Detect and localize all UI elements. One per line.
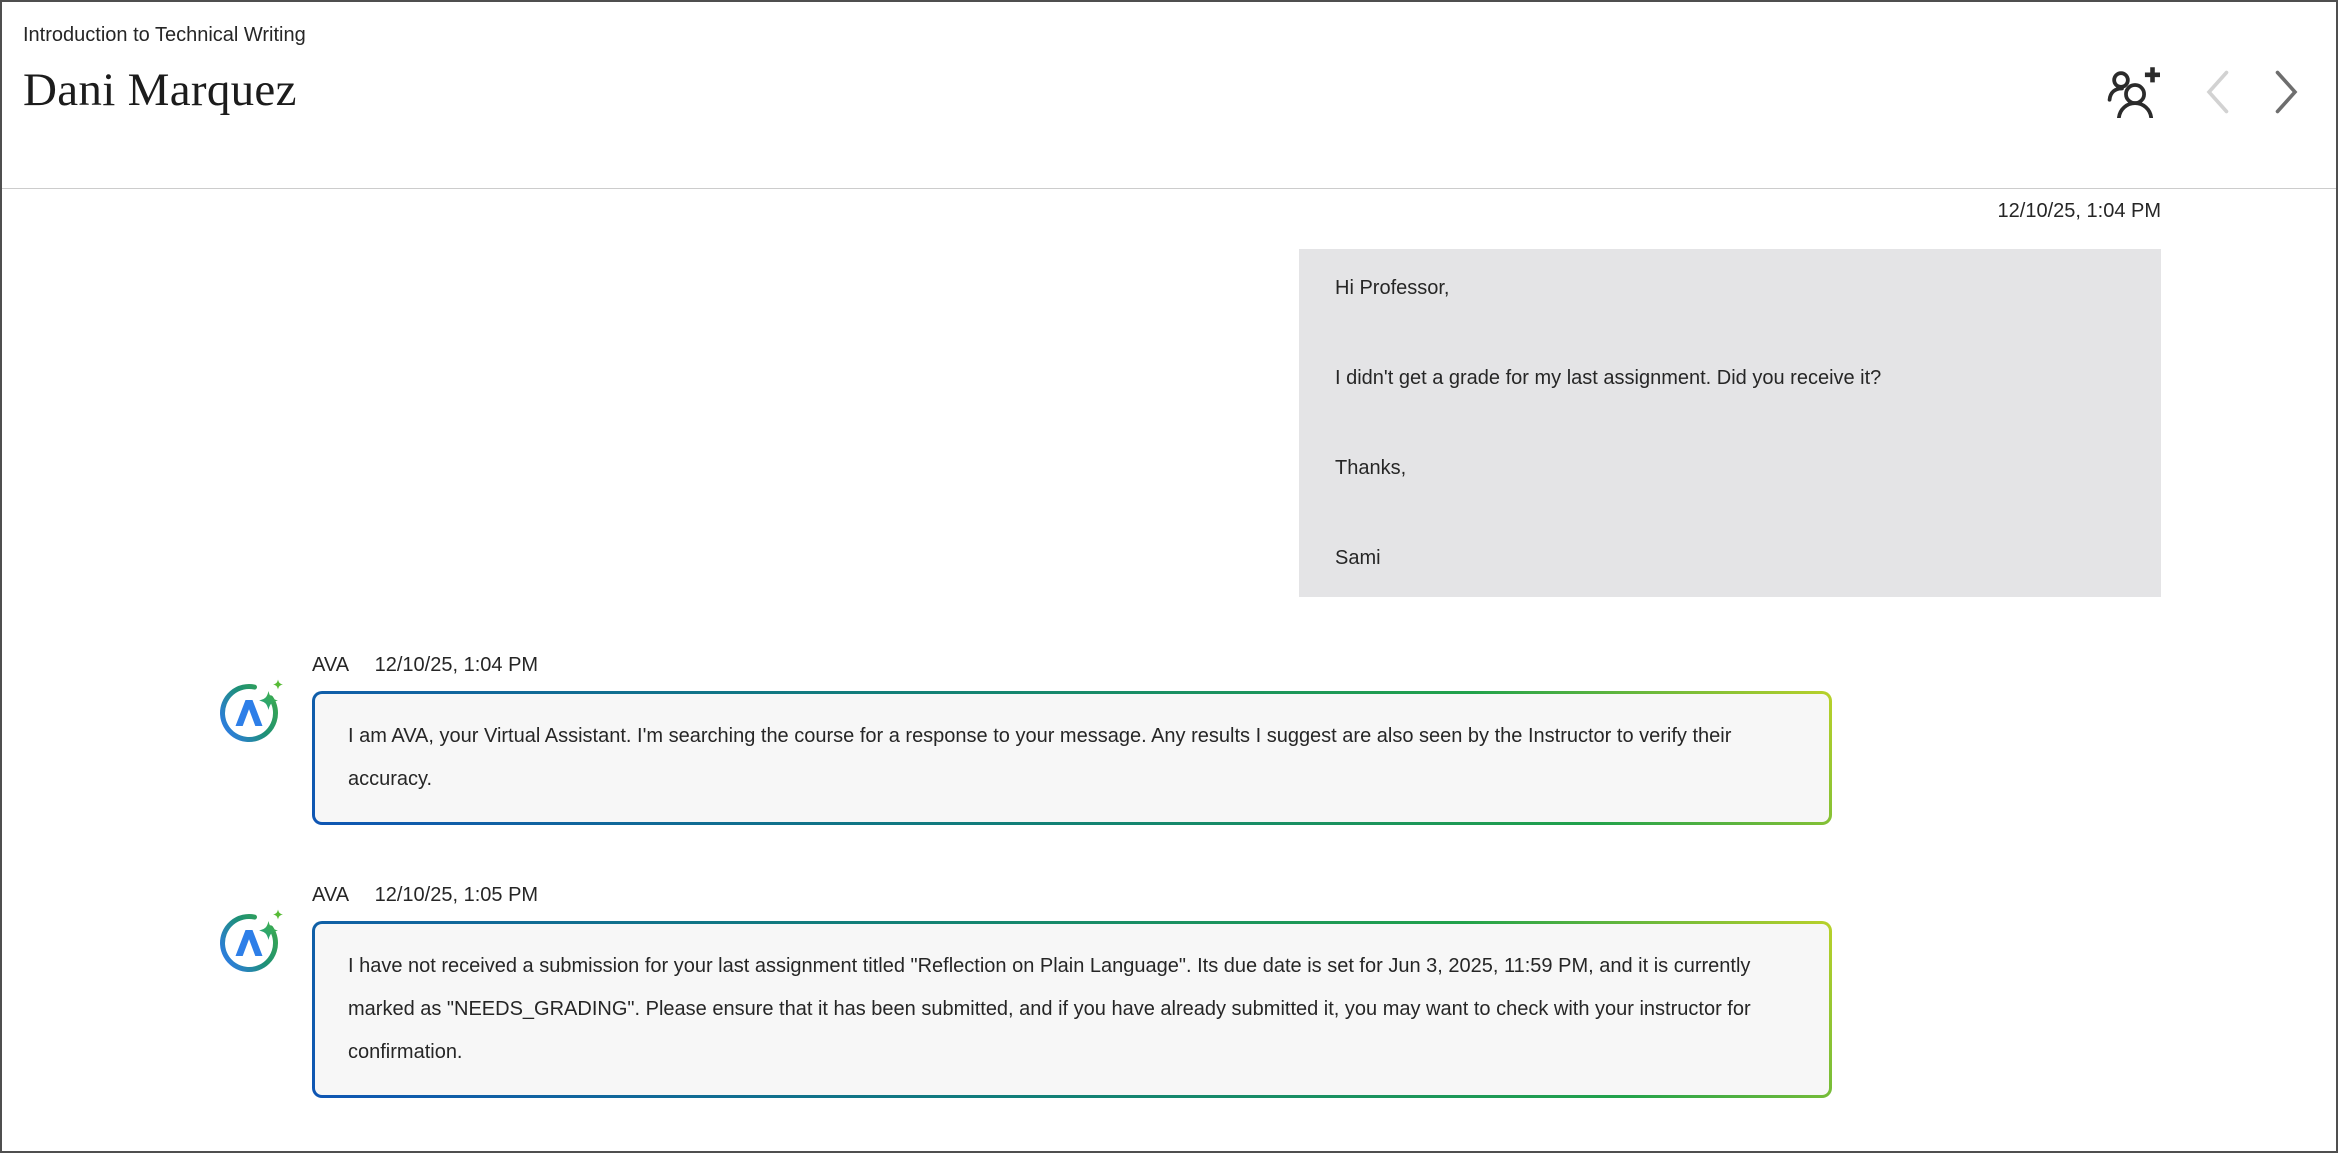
ava-message-bubble (312, 691, 1832, 825)
message-paragraph: Hi Professor, (1335, 277, 1450, 299)
ava-message-content (312, 653, 1832, 825)
header-text (23, 22, 306, 118)
ava-message-meta (312, 883, 1832, 907)
ava-message-group (217, 653, 2161, 825)
person-add-icon (2106, 66, 2162, 121)
conversation-header (2, 2, 2336, 188)
next-conversation-button[interactable] (2272, 68, 2302, 119)
message-thread (2, 189, 2336, 1098)
ava-message-meta (312, 653, 1832, 677)
chevron-right-icon (2272, 68, 2302, 119)
sender-name: AVA (312, 884, 350, 906)
incoming-message-bubble (1299, 249, 2161, 597)
message-text: I am AVA, your Virtual Assistant. I'm searching the course for a response to your message. Any results I suggest are also seen by the Instructor to verify their accuracy. (348, 725, 1732, 790)
sender-name: AVA (312, 654, 350, 676)
previous-conversation-button[interactable] (2202, 68, 2232, 119)
message-timestamp: 12/10/25, 1:05 PM (374, 884, 539, 906)
course-name: Introduction to Technical Writing (23, 24, 306, 46)
ava-avatar-icon (217, 673, 289, 745)
message-text: I have not received a submission for your last assignment titled "Reflection on Plain Language". Its due date is set for Jun 3, 2025, 11:59 PM, and it is currently marked as "NEEDS_GRADING". Please ensure that it has been submitted, and if you have already submitted it, you may want to check with your instructor for confirmation. (348, 955, 1751, 1063)
message-paragraph: Thanks, (1335, 457, 1407, 479)
message-paragraph: Sami (1335, 547, 1381, 569)
add-participant-button[interactable] (2106, 66, 2162, 121)
recipient-name: Dani Marquez (23, 64, 297, 116)
message-timestamp: 12/10/25, 1:04 PM (1997, 200, 2161, 222)
header-actions (2106, 66, 2302, 121)
ava-avatar-icon (217, 903, 289, 975)
message-timestamp: 12/10/25, 1:04 PM (374, 654, 539, 676)
chevron-left-icon (2202, 68, 2232, 119)
ava-message-bubble (312, 921, 1832, 1098)
incoming-message-group (217, 199, 2161, 597)
ava-message-content (312, 883, 1832, 1098)
message-paragraph: I didn't get a grade for my last assignment. Did you receive it? (1335, 367, 1882, 389)
ava-message-group (217, 883, 2161, 1098)
